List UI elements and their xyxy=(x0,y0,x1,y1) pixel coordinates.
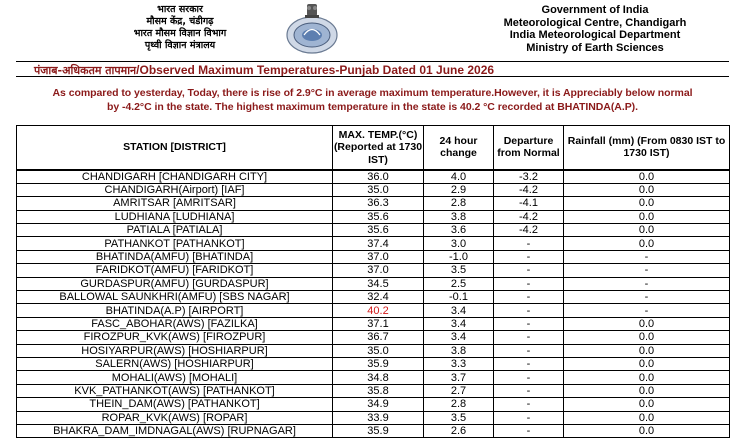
max-temp-cell: 34.8 xyxy=(333,371,424,384)
departure-cell: - xyxy=(494,411,564,424)
departure-cell: - xyxy=(494,277,564,290)
report-title-english: /Observed Maximum Temperatures-Punjab Dated 01 June 2026 xyxy=(136,63,495,77)
header-english xyxy=(460,4,730,54)
table-row xyxy=(17,384,730,397)
station-cell: HOSIYARPUR(AWS) [HOSHIARPUR] xyxy=(17,344,333,357)
departure-cell: -3.2 xyxy=(494,170,564,184)
header-station: STATION [DISTRICT] xyxy=(17,126,333,170)
table-header-row xyxy=(17,126,730,170)
change-cell: 2.9 xyxy=(424,183,494,196)
station-cell: KVK_PATHANKOT(AWS) [PATHANKOT] xyxy=(17,384,333,397)
change-cell: -0.1 xyxy=(424,291,494,304)
change-cell: 3.8 xyxy=(424,210,494,223)
max-temp-cell: 33.9 xyxy=(333,411,424,424)
rainfall-cell: 0.0 xyxy=(564,170,730,184)
rainfall-cell: 0.0 xyxy=(564,224,730,237)
max-temp-cell: 37.4 xyxy=(333,237,424,250)
max-temp-cell: 35.0 xyxy=(333,344,424,357)
rainfall-cell: 0.0 xyxy=(564,371,730,384)
station-cell: ROPAR_KVK(AWS) [ROPAR] xyxy=(17,411,333,424)
departure-cell: -4.2 xyxy=(494,183,564,196)
table-row xyxy=(17,357,730,370)
change-cell: 2.8 xyxy=(424,197,494,210)
station-cell: GURDASPUR(AMFU) [GURDASPUR] xyxy=(17,277,333,290)
max-temp-cell: 35.6 xyxy=(333,224,424,237)
change-cell: 2.7 xyxy=(424,384,494,397)
table-row xyxy=(17,411,730,424)
max-temp-cell: 35.0 xyxy=(333,183,424,196)
table-row xyxy=(17,197,730,210)
max-temp-cell: 35.9 xyxy=(333,357,424,370)
departure-cell: - xyxy=(494,237,564,250)
table-row xyxy=(17,170,730,184)
change-cell: 3.4 xyxy=(424,304,494,317)
station-cell: FASC_ABOHAR(AWS) [FAZILKA] xyxy=(17,317,333,330)
max-temp-cell: 35.8 xyxy=(333,384,424,397)
rainfall-cell: - xyxy=(564,277,730,290)
rainfall-cell: 0.0 xyxy=(564,411,730,424)
departure-cell: - xyxy=(494,384,564,397)
station-cell: FARIDKOT(AMFU) [FARIDKOT] xyxy=(17,264,333,277)
hindi-line-1: भारत सरकार xyxy=(157,4,203,15)
max-temp-cell: 37.0 xyxy=(333,264,424,277)
station-cell: AMRITSAR [AMRITSAR] xyxy=(17,197,333,210)
change-cell: 3.5 xyxy=(424,411,494,424)
hindi-line-4: पृथ्वी विज्ञान मंत्रालय xyxy=(144,40,216,51)
max-temp-cell: 36.7 xyxy=(333,331,424,344)
english-line-2: Meteorological Centre, Chandigarh xyxy=(503,16,687,29)
station-cell: MOHALI(AWS) [MOHALI] xyxy=(17,371,333,384)
change-cell: 2.8 xyxy=(424,398,494,411)
max-temp-cell: 35.6 xyxy=(333,210,424,223)
table-row xyxy=(17,224,730,237)
header-hindi xyxy=(100,4,260,52)
station-cell: PATIALA [PATIALA] xyxy=(17,224,333,237)
departure-cell: -4.2 xyxy=(494,210,564,223)
max-temp-cell: 34.5 xyxy=(333,277,424,290)
station-cell: BHATINDA(A.P) [AIRPORT] xyxy=(17,304,333,317)
header-24h-change: 24 hour change xyxy=(424,126,494,170)
change-cell: 3.6 xyxy=(424,224,494,237)
rainfall-cell: - xyxy=(564,304,730,317)
rainfall-cell: 0.0 xyxy=(564,331,730,344)
change-cell: 3.8 xyxy=(424,344,494,357)
table-row xyxy=(17,250,730,263)
station-cell: PATHANKOT [PATHANKOT] xyxy=(17,237,333,250)
rainfall-cell: 0.0 xyxy=(564,317,730,330)
rainfall-cell: - xyxy=(564,291,730,304)
summary-text xyxy=(16,86,729,114)
change-cell: 3.4 xyxy=(424,317,494,330)
station-cell: FIROZPUR_KVK(AWS) [FIROZPUR] xyxy=(17,331,333,344)
max-temp-cell: 35.9 xyxy=(333,424,424,437)
max-temp-cell: 34.9 xyxy=(333,398,424,411)
table-row xyxy=(17,371,730,384)
departure-cell: - xyxy=(494,357,564,370)
table-body xyxy=(17,170,730,438)
english-line-1: Government of India xyxy=(541,4,649,16)
table-row xyxy=(17,398,730,411)
rainfall-cell: 0.0 xyxy=(564,197,730,210)
english-line-4: Ministry of Earth Sciences xyxy=(526,41,664,54)
rainfall-cell: - xyxy=(564,250,730,263)
table-row xyxy=(17,277,730,290)
table-row xyxy=(17,304,730,317)
table-row xyxy=(17,344,730,357)
departure-cell: - xyxy=(494,317,564,330)
departure-cell: - xyxy=(494,331,564,344)
station-cell: SALERN(AWS) [HOSHIARPUR] xyxy=(17,357,333,370)
rainfall-cell: 0.0 xyxy=(564,237,730,250)
departure-cell: -4.2 xyxy=(494,224,564,237)
station-cell: THEIN_DAM(AWS) [PATHANKOT] xyxy=(17,398,333,411)
table-row xyxy=(17,183,730,196)
departure-cell: -4.1 xyxy=(494,197,564,210)
table-row xyxy=(17,331,730,344)
max-temp-cell: 36.0 xyxy=(333,170,424,184)
max-temp-cell: 40.2 xyxy=(333,304,424,317)
max-temp-cell: 32.4 xyxy=(333,291,424,304)
departure-cell: - xyxy=(494,371,564,384)
table-row xyxy=(17,317,730,330)
departure-cell: - xyxy=(494,291,564,304)
table-row xyxy=(17,291,730,304)
summary-line-1: As compared to yesterday, Today, there is rise of 2.9°C in average maximum temperature.However, it is Appreciably below normal xyxy=(52,87,693,99)
change-cell: 2.5 xyxy=(424,277,494,290)
departure-cell: - xyxy=(494,344,564,357)
state-emblem-icon xyxy=(282,2,342,56)
station-cell: CHANDIGARH(Airport) [IAF] xyxy=(17,183,333,196)
change-cell: 3.0 xyxy=(424,237,494,250)
departure-cell: - xyxy=(494,304,564,317)
rainfall-cell: - xyxy=(564,264,730,277)
max-temp-cell: 37.1 xyxy=(333,317,424,330)
english-line-3: India Meteorological Department xyxy=(509,29,681,41)
report-title xyxy=(16,61,729,77)
rainfall-cell: 0.0 xyxy=(564,357,730,370)
station-cell: BHATINDA(AMFU) [BHATINDA] xyxy=(17,250,333,263)
rainfall-cell: 0.0 xyxy=(564,210,730,223)
rainfall-cell: 0.0 xyxy=(564,384,730,397)
header-rainfall: Rainfall (mm) (From 0830 IST to 1730 IST) xyxy=(564,126,730,170)
max-temp-cell: 37.0 xyxy=(333,250,424,263)
table-row xyxy=(17,210,730,223)
rainfall-cell: 0.0 xyxy=(564,398,730,411)
station-cell: BALLOWAL SAUNKHRI(AMFU) [SBS NAGAR] xyxy=(17,291,333,304)
station-cell: BHAKRA_DAM_IMDNAGAL(AWS) [RUPNAGAR] xyxy=(17,424,333,437)
change-cell: 3.3 xyxy=(424,357,494,370)
header-max-temp: MAX. TEMP.(°C) (Reported at 1730 IST) xyxy=(333,126,424,170)
change-cell: -1.0 xyxy=(424,250,494,263)
header-departure: Departure from Normal xyxy=(494,126,564,170)
report-title-hindi: पंजाब-अधिकतम तापमान xyxy=(34,64,137,77)
table-row xyxy=(17,237,730,250)
change-cell: 3.4 xyxy=(424,331,494,344)
rainfall-cell: 0.0 xyxy=(564,424,730,437)
rainfall-cell: 0.0 xyxy=(564,183,730,196)
hindi-line-2: मौसम केंद्र, चंडीगढ़ xyxy=(146,16,214,27)
change-cell: 4.0 xyxy=(424,170,494,184)
max-temp-cell: 36.3 xyxy=(333,197,424,210)
change-cell: 2.6 xyxy=(424,424,494,437)
station-cell: CHANDIGARH [CHANDIGARH CITY] xyxy=(17,170,333,184)
departure-cell: - xyxy=(494,250,564,263)
change-cell: 3.7 xyxy=(424,371,494,384)
change-cell: 3.5 xyxy=(424,264,494,277)
hindi-line-3: भारत मौसम विज्ञान विभाग xyxy=(133,28,227,39)
rainfall-cell: 0.0 xyxy=(564,344,730,357)
station-cell: LUDHIANA [LUDHIANA] xyxy=(17,210,333,223)
summary-line-2: by -4.2°C in the state. The highest maximum temperature in the state is 40.2 °C recorded at BHATINDA(A.P). xyxy=(107,101,638,113)
departure-cell: - xyxy=(494,398,564,411)
departure-cell: - xyxy=(494,424,564,437)
table-row xyxy=(17,264,730,277)
departure-cell: - xyxy=(494,264,564,277)
temperature-table xyxy=(16,125,730,438)
table-row xyxy=(17,424,730,437)
